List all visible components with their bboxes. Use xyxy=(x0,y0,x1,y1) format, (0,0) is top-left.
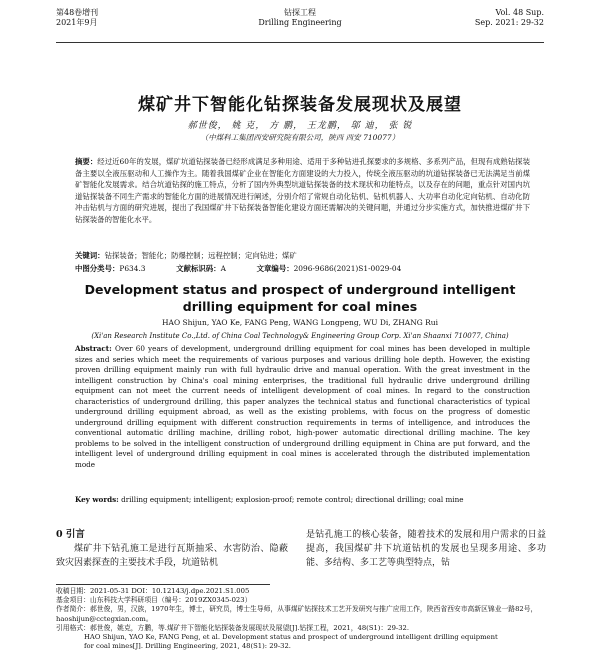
keywords-cn-label: 关键词： xyxy=(75,251,105,260)
fn-author: 作者简介：郝世俊，男，汉族，1970年生，博士，研究员，博士生导师，从事煤矿钻探技术工艺开发研究与推广应用工作，陕西省西安市高新区锦业一路82号，haoshijun@cctegxian.com。 xyxy=(56,605,538,623)
abstract-cn-label: 摘要： xyxy=(75,157,98,166)
section-intro-right xyxy=(306,528,546,570)
keywords-en-text: drilling equipment; intelligent; explosion-proof; remote control; directional drilling; coal mine xyxy=(121,495,464,504)
running-header xyxy=(56,8,544,38)
header-center: 钻探工程 Drilling Engineering xyxy=(258,8,342,27)
title-cn: 煤矿井下智能化钻探装备发展现状及展望 xyxy=(138,95,462,115)
section-title: 0 引言 xyxy=(56,529,85,540)
fn-received: 收稿日期：2021-05-31 DOI：10.12143/j.dpe.2021.S1.005 xyxy=(56,587,250,595)
section-intro-left xyxy=(56,528,288,570)
authors-en: HAO Shijun, YAO Ke, FANG Peng, WANG Longpeng, WU Di, ZHANG Rui xyxy=(161,318,439,327)
fn-fund: 基金项目：山东科技大学科研项目（编号：2019ZX0345-023） xyxy=(56,596,252,605)
intro-left-text: 煤矿井下钻孔施工是进行瓦斯抽采、水害防治、隐蔽致灾因素探查的主要技术手段，坑道钻机 xyxy=(56,544,288,568)
affiliation-cn: （中煤科工集团西安研究院有限公司，陕西 西安 710077） xyxy=(200,133,400,142)
keywords-en xyxy=(75,494,530,506)
title-en: Development status and prospect of underground intelligent drilling equipment for coal mines xyxy=(84,282,516,314)
authors-cn: 郝世俊， 姚 克， 方 鹏， 王龙鹏， 邬 迪， 张 锐 xyxy=(187,121,413,131)
header-rule xyxy=(56,42,544,43)
fn-citation-en-2: for coal mines[J]. Drilling Engineering, 2021, 48(S1): 29-32. xyxy=(84,642,291,651)
footnote-rule xyxy=(56,584,270,585)
keywords-en-label: Key words: xyxy=(75,495,119,504)
abstract-en-text: Over 60 years of development, underground drilling equipment for coal mines has been developed in multiple sizes and series which meet the requirements of various purposes and various drilling hole depth. However, the existing proven drilling equipment mainly run with full hydraulic drive and manual operation. With the great investment in the intelligent construction by China's coal mining enterprises, the traditional full hydraulic drive underground drilling equipment can not meet the current needs of intelligent development of coal mines. In regard to the construction characteristics of underground drilling, this paper analyzes the technical status and functional characteristics of typical underground drilling equipment abroad, as well as the existing problems, with focus on the progress of domestic underground drilling equipment with different construction requirements in terms of intelligence, and introduces the conventional automatic drilling machine, drilling robot, high-power automatic directional drilling machine. The key problems to be solved in the intelligent construction of underground drilling equipment in China are put forward, and the intelligent level of underground drilling equipment in coal mines is accelerated through the distributed implementation mode xyxy=(75,344,530,469)
footnotes xyxy=(56,587,544,651)
abstract-cn xyxy=(75,156,530,226)
keywords-cn-text: 钻探装备；智能化；防爆控制；远程控制；定向钻进；煤矿 xyxy=(104,251,297,260)
fn-citation-cn: 引用格式：郝世俊，姚克，方鹏，等.煤矿井下智能化钻探装备发展现状及展望[J].钻探工程，2021，48(S1)：29-32. xyxy=(56,623,410,632)
fn-citation-en-1: HAO Shijun, YAO Ke, FANG Peng, et al. Development status and prospect of underground intelligent drilling equipment xyxy=(84,633,498,642)
header-right: Vol. 48 Sup. Sep. 2021: 29-32 xyxy=(474,8,544,27)
classification-line: 中图分类号：P634.3 文献标识码：A 文章编号：2096-9686(2021)S1-0029-04 xyxy=(75,264,402,273)
abstract-en xyxy=(75,344,530,470)
header-left: 第48卷增刊 2021年9月 xyxy=(56,8,99,27)
abstract-cn-text: 经过近60年的发展，煤矿坑道钻探装备已经形成满足多种用途、适用于多种钻进孔探要求的多规格、多系列产品，但现有成熟钻探装备主要以全液压驱动和人工操作为主。随着我国煤矿企业在智能化方面建设的大力投入，传统全液压驱动的坑道钻探装备已无法满足当前煤矿智能化发展需求。结合坑道钻探的施工特点，分析了国内外典型坑道钻探装备的技术现状和功能特点，以及存在的问题，重点针对国内坑道钻探装备不同生产需求的智能化方面的进展情况进行阐述，分别介绍了常规自动化钻机、钻机机器人、大功率自动化定向钻机、自动化防冲击钻机与方面的研究进展，提出了我国煤矿井下钻探装备智能化建设方面还需解决的关键问题，并通过分步实施方式，加快推进煤矿井下钻探装备的智能化水平。 xyxy=(75,157,530,224)
abstract-en-label: Abstract: xyxy=(75,344,112,353)
affiliation-en: (Xi'an Research Institute Co.,Ltd. of China Coal Technology& Engineering Group Corp. Xi'an Shaanxi 710077, China) xyxy=(91,332,509,340)
intro-right-text: 是钻孔施工的核心装备，随着技术的发展和用户需求的日益提高，我国煤矿井下坑道钻机的发展也呈现多用途、多功能、多结构、多工艺等典型特点，钻 xyxy=(306,530,546,568)
keywords-cn xyxy=(75,250,530,262)
